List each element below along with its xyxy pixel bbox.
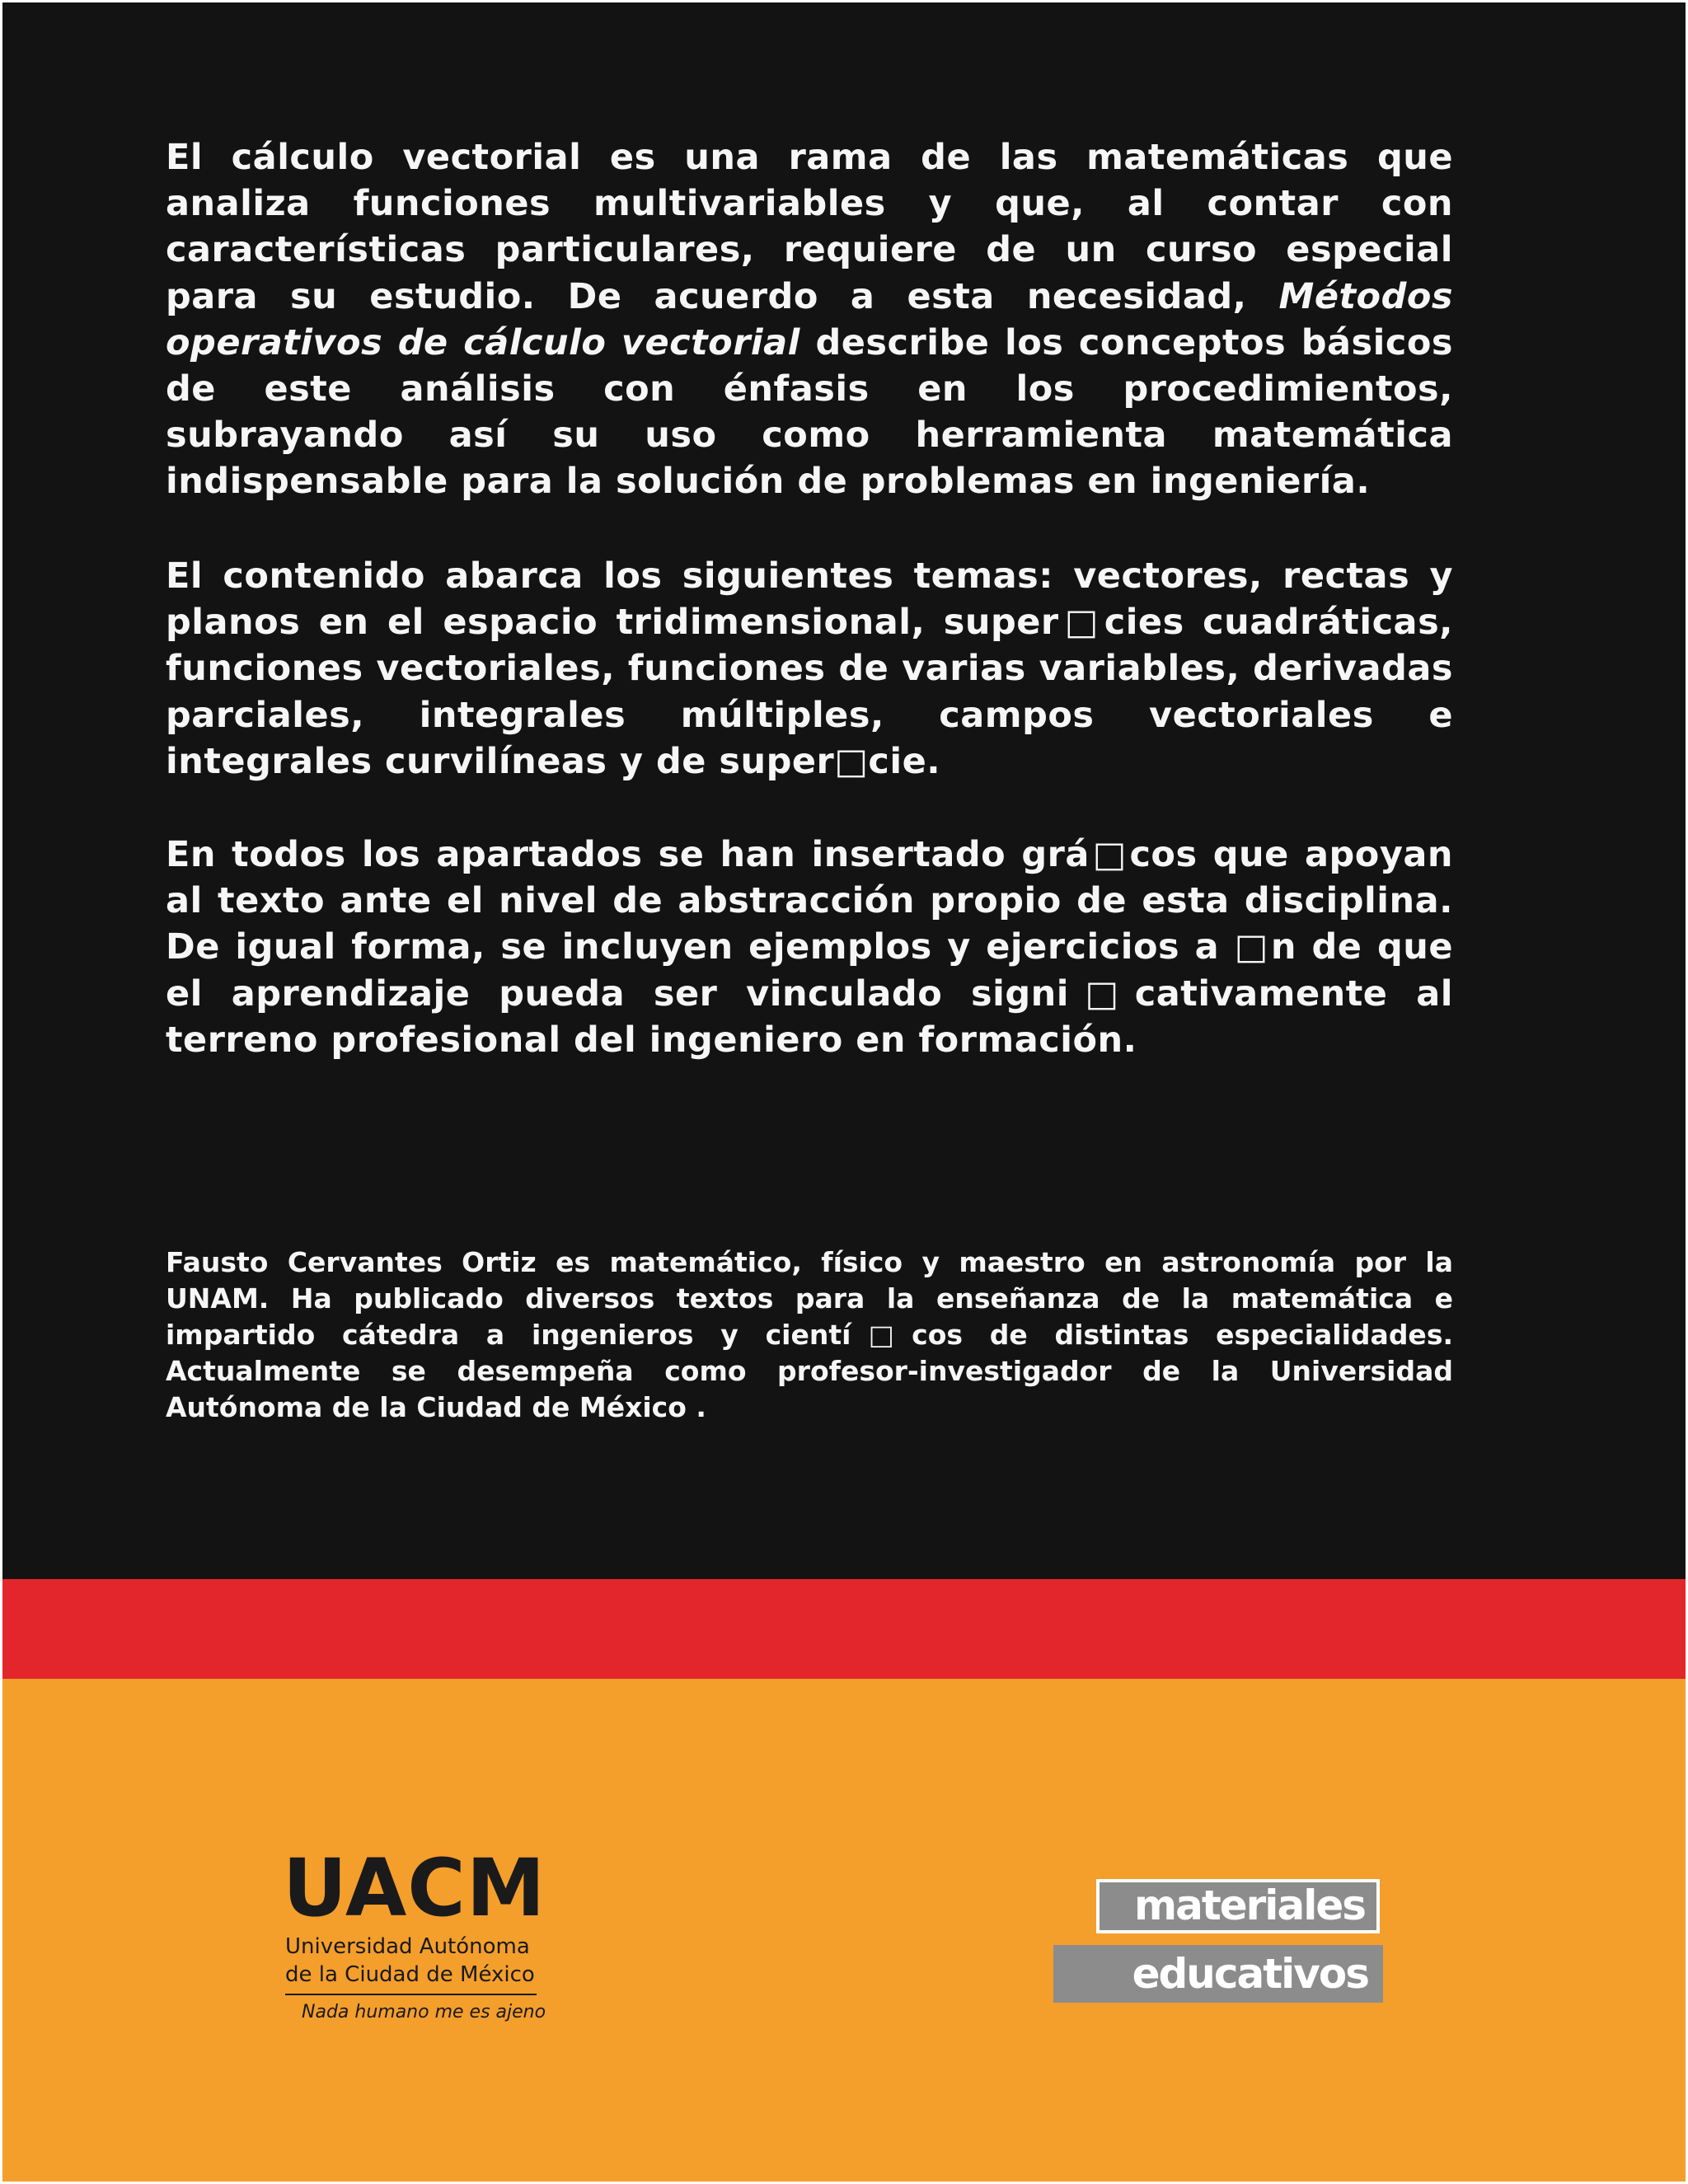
uacm-name-line-1: Universidad Autónoma — [285, 1934, 530, 1959]
author-bio: Fausto Cervantes Ortiz es matemático, físico y maestro en astronomía por la UNAM. Ha publicado diversos textos para la enseñanza de la matemática e impartido cátedra a ingenieros y cientí□cos de distintas especialidades. Actualmente se desempeña como profesor-investigador de la Universidad Autónoma de la Ciudad de México . — [166, 1246, 1453, 1423]
red-stripe — [2, 1579, 1686, 1679]
synopsis-paragraph-3: En todos los apartados se han insertado grá□cos que apoyan al texto ante el nivel de abstracción propio de esta disciplina. De igual forma, se incluyen ejemplos y ejercicios a □n de que el aprendizaje pueda ser vinculado signi□cativamente al terreno profesional del ingeniero en formación. — [166, 834, 1453, 1061]
series-logo-educativos: educativos — [1053, 1945, 1383, 2003]
synopsis-paragraph-1: El cálculo vectorial es una rama de las matemáticas que analiza funciones multivariables y que, al contar con características particulares, requiere de un curso especial para su estudio. De acuerdo a esta necesidad, Métodos operativos de cálculo vectorial describe los conceptos básicos de este análisis con énfasis en los procedimientos, subrayando así su uso como herramienta matemática indispensable para la solución de problemas en ingeniería. — [166, 137, 1453, 503]
book-title: Métodos operativos de cálculo vectorial — [166, 275, 1453, 363]
uacm-divider — [285, 1994, 537, 1995]
series-logo-materiales: materiales — [1096, 1879, 1380, 1933]
uacm-motto: Nada humano me es ajeno — [302, 2002, 546, 2022]
uacm-name-line-2: de la Ciudad de México — [285, 1962, 535, 1987]
uacm-logo — [283, 1842, 549, 2023]
back-cover — [2, 2, 1686, 2182]
synopsis-paragraph-2: El contenido abarca los siguientes temas: vectores, rectas y planos en el espacio tridimensional, super□cies cuadráticas, funciones vectoriales, funciones de varias variables, derivadas parciales, integrales múltiples, campos vectoriales e integrales curvilíneas y de super□cie. — [166, 555, 1453, 782]
uacm-acronym: UACM — [283, 1842, 546, 1934]
footer-panel — [2, 1679, 1686, 2182]
